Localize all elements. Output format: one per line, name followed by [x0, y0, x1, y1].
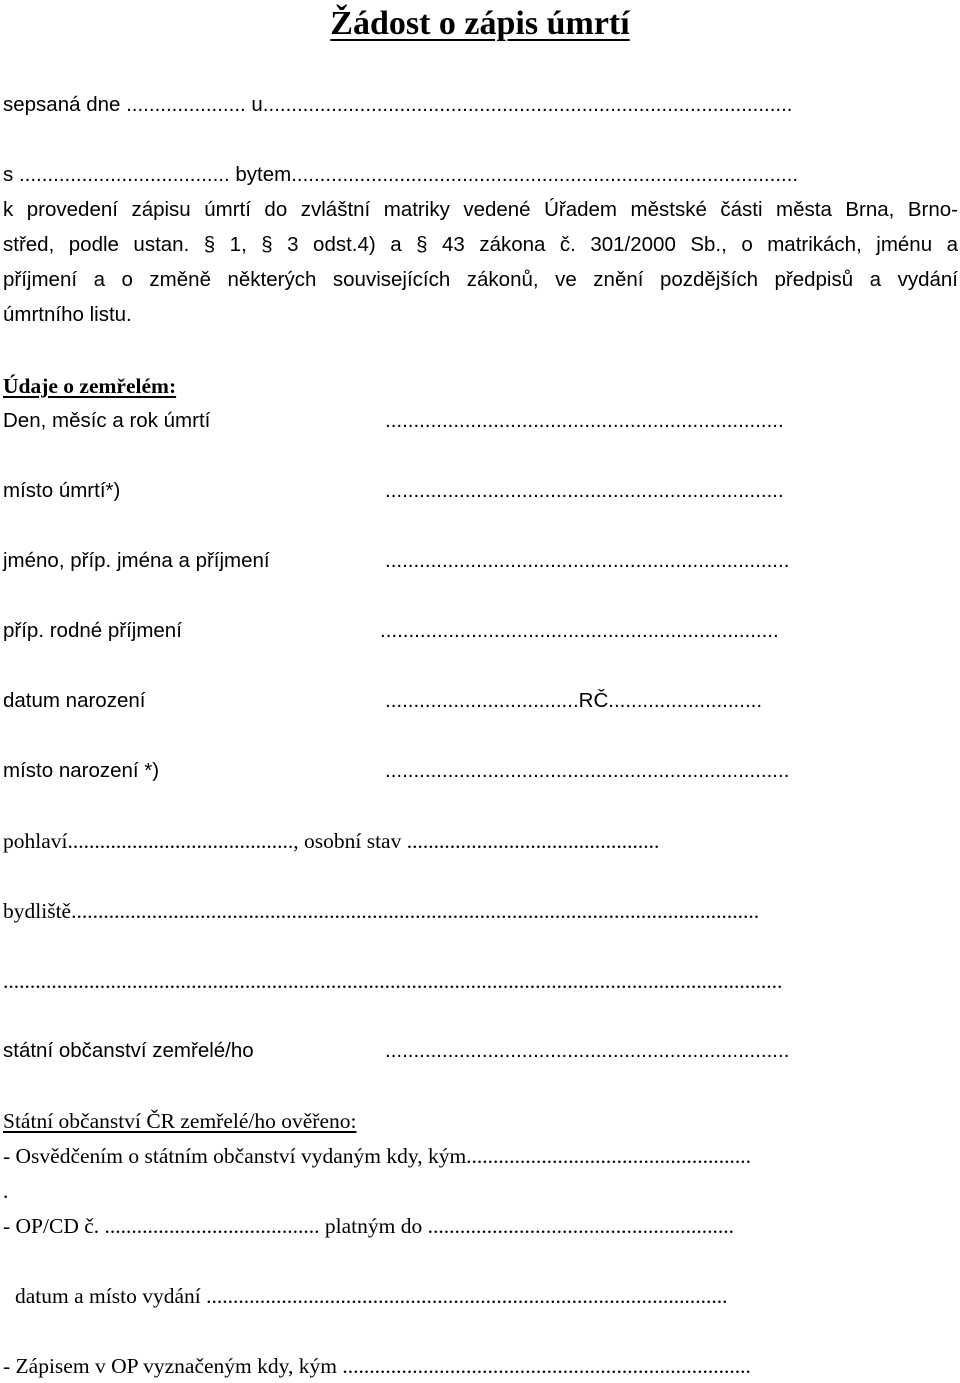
name-field: .......................................................................	[385, 549, 790, 572]
citizenship-label: státní občanství zemřelé/ho	[3, 1039, 254, 1062]
certificate-line: - Osvědčením o státním občanství vydaným kdy, kým.....................................................	[3, 1144, 752, 1168]
birth-place-field: .......................................................................	[385, 759, 790, 782]
intro-line-1: sepsaná dne ..................... u.............................................................................................	[3, 93, 793, 116]
issue-date-place-line: datum a místo vydání .................................................................................................	[15, 1284, 728, 1308]
death-date-label: Den, měsíc a rok úmrtí	[3, 409, 211, 432]
birth-date-field: ..................................RČ...........................	[385, 689, 763, 712]
residence-continuation: .................................................................................................................................................	[3, 969, 783, 993]
intro-line-5: příjmení a o změně některých souvisejících zákonů, ve znění pozdějších předpisů a vydání	[3, 268, 958, 291]
birth-place-label: místo narození *)	[3, 759, 160, 782]
name-label: jméno, příp. jména a příjmení	[3, 549, 270, 572]
verification-heading: Státní občanství ČR zemřelé/ho ověřeno:	[3, 1109, 357, 1133]
birth-surname-label: příp. rodné příjmení	[3, 619, 182, 642]
section-heading: Údaje o zemřelém:	[3, 374, 177, 398]
id-card-line: - OP/CD č. ........................................ platným do .........................................................	[3, 1214, 734, 1238]
intro-line-2: s ..................................... bytem.........................................................................................	[3, 163, 799, 186]
birth-surname-field: ......................................................................	[380, 619, 779, 642]
death-place-field: ......................................................................	[385, 479, 784, 502]
intro-line-4: střed, podle ustan. § 1, § 3 odst.4) a § 43 zákona č. 301/2000 Sb., o matrikách, jménu a	[3, 233, 958, 256]
birth-date-label: datum narození	[3, 689, 146, 712]
intro-line-3: k provedení zápisu úmrtí do zvláštní matriky vedené Úřadem městské části města Brna, Brno-	[3, 198, 958, 221]
page-title: Žádost o zápis úmrtí	[330, 5, 630, 42]
residence-line: bydliště................................................................................................................................	[3, 899, 760, 923]
death-date-field: ......................................................................	[385, 409, 784, 432]
certificate-continuation: .	[3, 1179, 9, 1203]
death-place-label: místo úmrtí*)	[3, 479, 121, 502]
id-record-line: - Zápisem v OP vyznačeným kdy, kým ............................................................................	[3, 1354, 751, 1378]
sex-marital-line: pohlaví.........................................., osobní stav ...............................................	[3, 829, 660, 853]
intro-line-6: úmrtního listu.	[3, 303, 132, 326]
citizenship-field: .......................................................................	[385, 1039, 790, 1062]
